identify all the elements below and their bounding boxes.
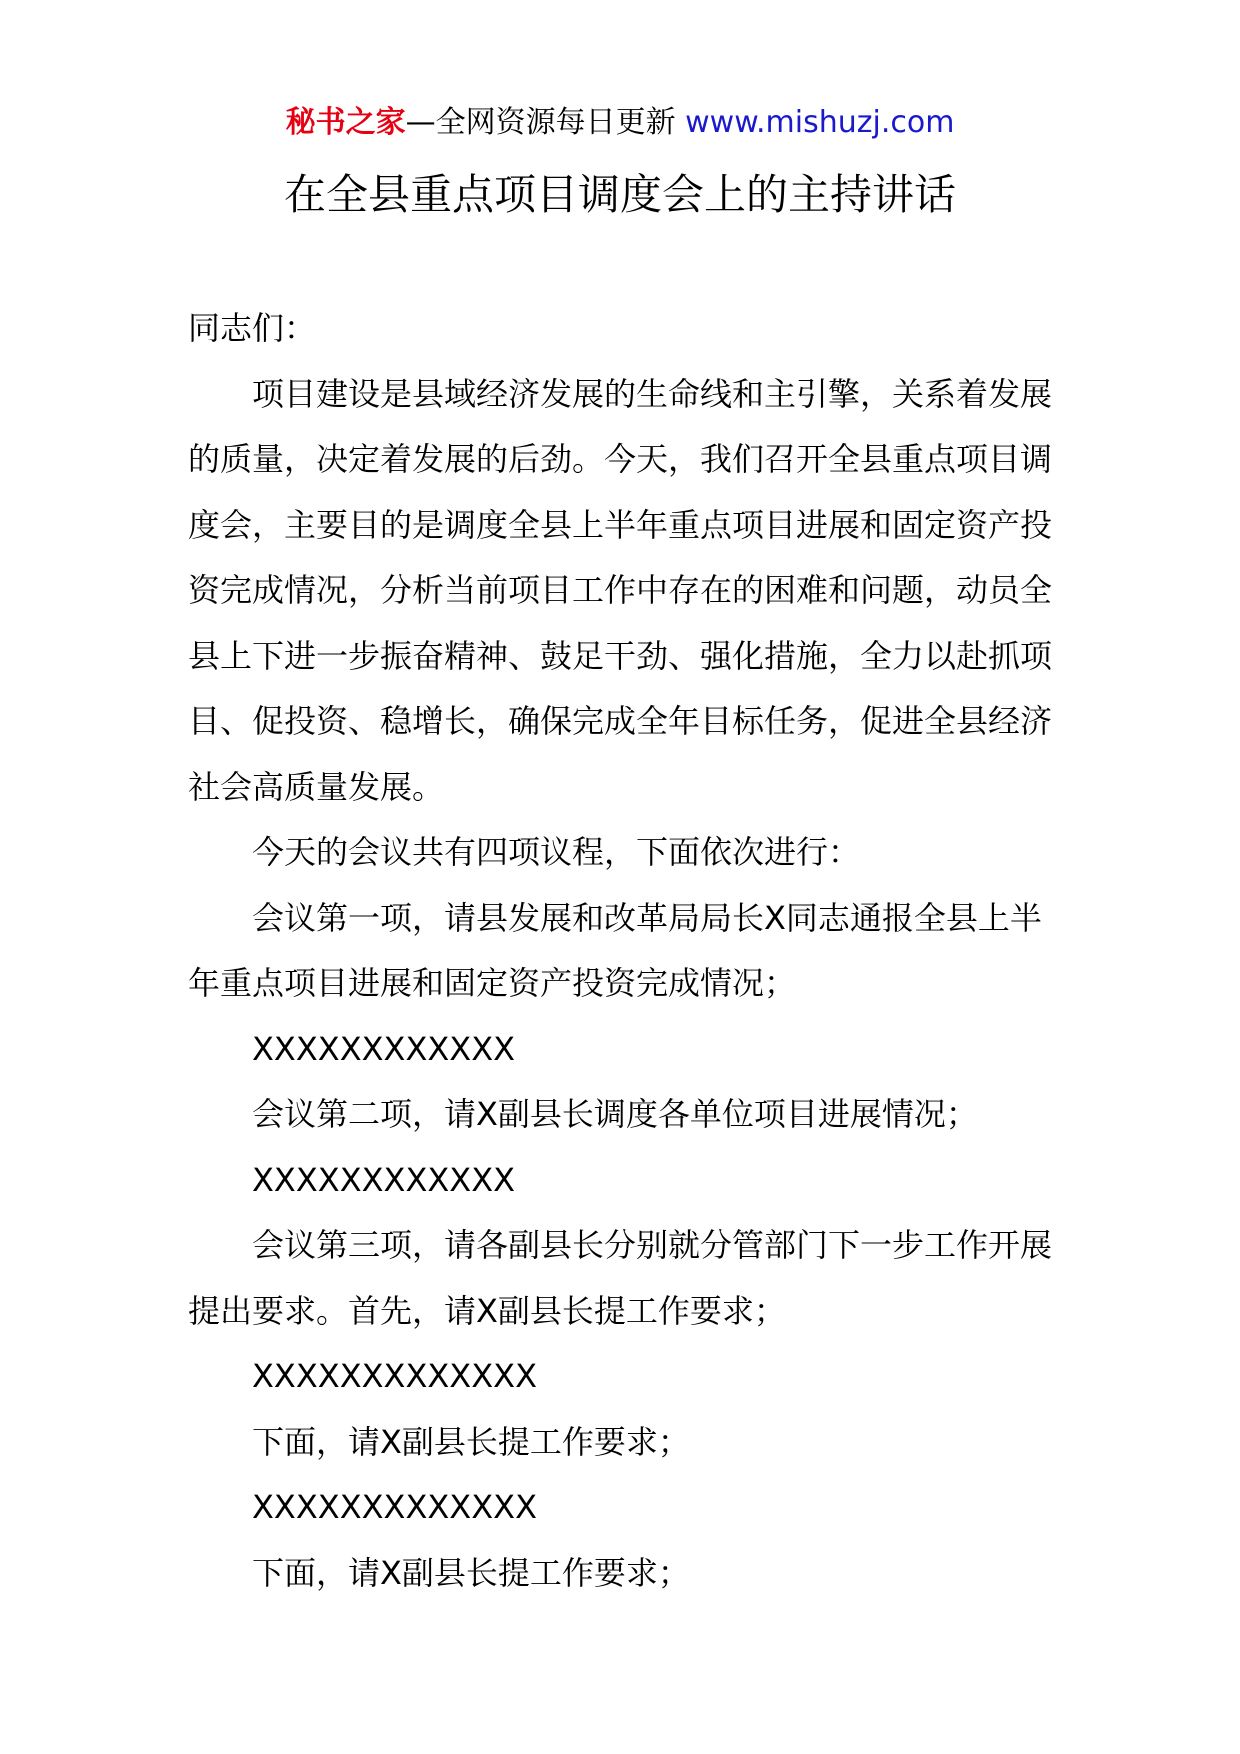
- paragraph: 会议第一项，请县发展和改革局局长X同志通报全县上半年重点项目进展和固定资产投资完成情况；: [188, 898, 1042, 1002]
- site-url-link[interactable]: www.mishuzj.com: [685, 105, 955, 140]
- site-tagline: —全网资源每日更新: [405, 105, 676, 140]
- document-body: [188, 296, 1058, 1606]
- paragraph: XXXXXXXXXXXX: [252, 1160, 516, 1199]
- paragraph: XXXXXXXXXXXXX: [252, 1357, 537, 1395]
- paragraph: 今天的会议共有四项议程，下面依次进行：: [252, 833, 861, 871]
- paragraph: 会议第二项，请X副县长调度各单位项目进展情况；: [252, 1095, 978, 1133]
- paragraph: 会议第三项，请各副县长分别就分管部门下一步工作开展提出要求。首先，请X副县长提工作要求；: [188, 1226, 1053, 1330]
- salutation: 同志们：: [188, 309, 317, 347]
- paragraph: XXXXXXXXXXXXX: [252, 1488, 537, 1526]
- paragraph: 下面，请X副县长提工作要求；: [252, 1422, 690, 1461]
- paragraph: 下面，请X副县长提工作要求；: [252, 1553, 690, 1592]
- paragraph: 项目建设是县域经济发展的生命线和主引擎，关系着发展的质量，决定着发展的后劲。今天，我们召开全县重点项目调度会，主要目的是调度全县上半年重点项目进展和固定资产投资完成情况，分析当前项目工作中存在的困难和问题，动员全县上下进一步振奋精神、鼓足干劲、强化措施，全力以赴抓项目、促投资、稳增长，确保完成全年目标任务，促进全县经济社会高质量发展。: [188, 374, 1053, 806]
- document-title: 在全县重点项目调度会上的主持讲话: [283, 170, 956, 219]
- paragraph: XXXXXXXXXXXX: [252, 1029, 516, 1068]
- site-header: [0, 98, 1240, 148]
- brand-name: 秘书之家: [285, 105, 406, 140]
